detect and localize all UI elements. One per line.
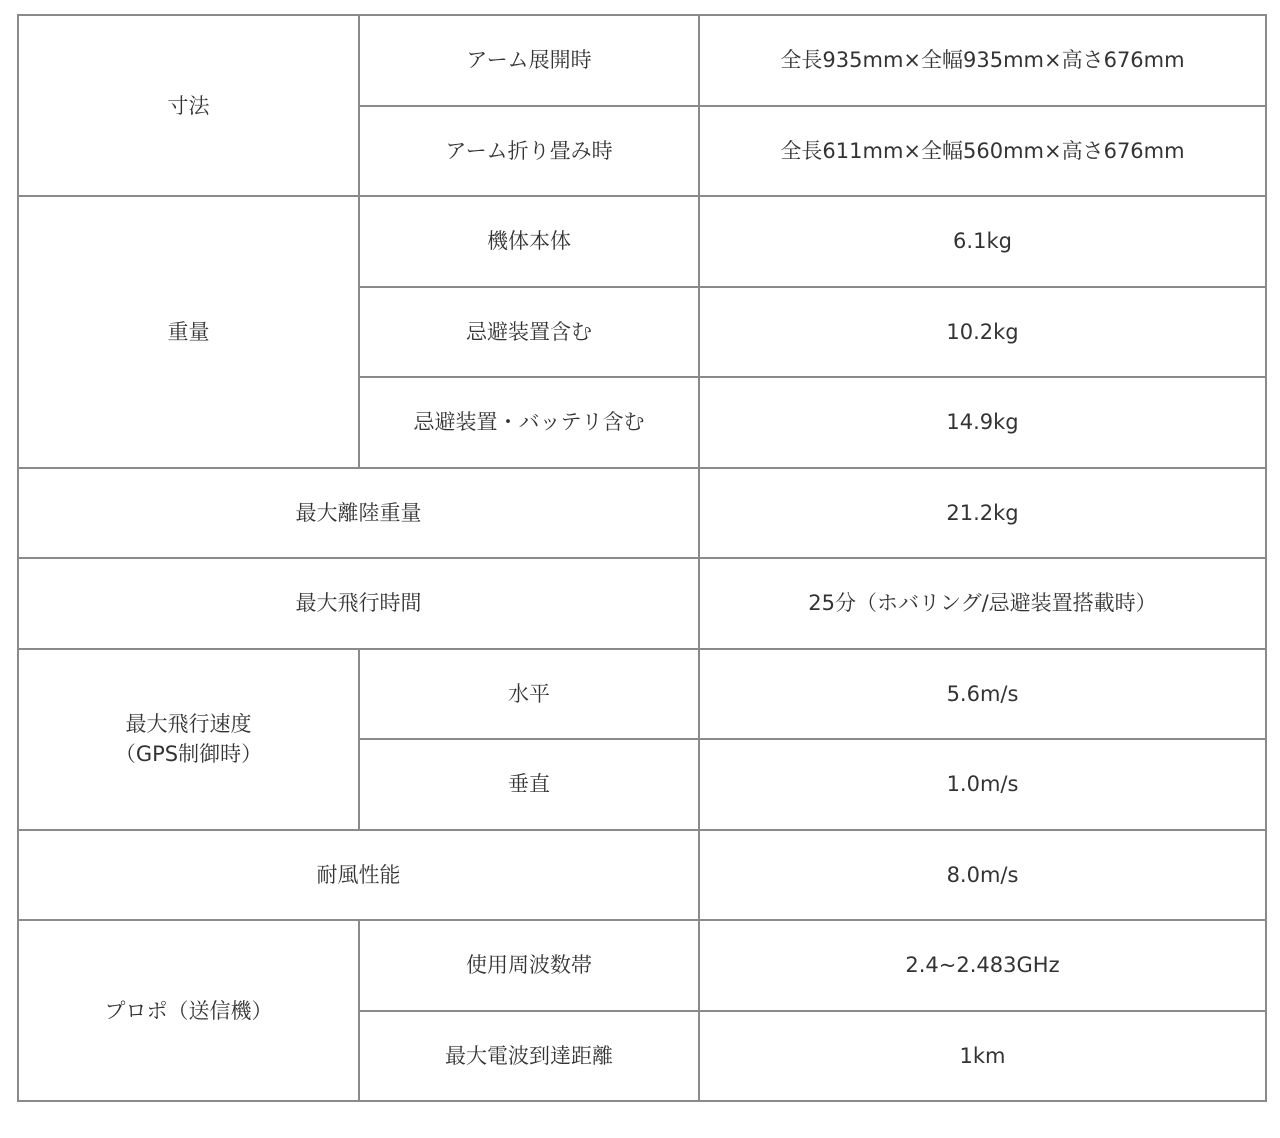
max-speed-label-line2: （GPS制御時） bbox=[114, 742, 263, 766]
max-flight-time-value: 25分（ホバリング/忌避装置搭載時） bbox=[699, 558, 1266, 649]
wind-resistance-label: 耐風性能 bbox=[18, 830, 699, 921]
max-takeoff-weight-value: 21.2kg bbox=[699, 468, 1266, 559]
weight-label: 重量 bbox=[18, 196, 359, 468]
wind-resistance-value: 8.0m/s bbox=[699, 830, 1266, 921]
arms-folded-value: 全長611mm×全幅560mm×高さ676mm bbox=[699, 106, 1266, 197]
spec-table bbox=[17, 14, 1267, 1102]
max-flight-time-label: 最大飛行時間 bbox=[18, 558, 699, 649]
arms-extended-value: 全長935mm×全幅935mm×高さ676mm bbox=[699, 15, 1266, 106]
dimensions-label: 寸法 bbox=[18, 15, 359, 196]
body-weight-label: 機体本体 bbox=[359, 196, 699, 287]
with-avoidance-battery-label: 忌避装置・バッテリ含む bbox=[359, 377, 699, 468]
max-range-label: 最大電波到達距離 bbox=[359, 1011, 699, 1102]
frequency-band-label: 使用周波数帯 bbox=[359, 920, 699, 1011]
with-avoidance-value: 10.2kg bbox=[699, 287, 1266, 378]
vertical-speed-value: 1.0m/s bbox=[699, 739, 1266, 830]
max-speed-label bbox=[18, 649, 359, 830]
table-row bbox=[18, 649, 1266, 740]
transmitter-label: プロポ（送信機） bbox=[18, 920, 359, 1101]
frequency-band-value: 2.4~2.483GHz bbox=[699, 920, 1266, 1011]
body-weight-value: 6.1kg bbox=[699, 196, 1266, 287]
table-row bbox=[18, 15, 1266, 106]
horizontal-speed-label: 水平 bbox=[359, 649, 699, 740]
arms-folded-label: アーム折り畳み時 bbox=[359, 106, 699, 197]
table-row bbox=[18, 468, 1266, 559]
table-row bbox=[18, 920, 1266, 1011]
vertical-speed-label: 垂直 bbox=[359, 739, 699, 830]
table-row bbox=[18, 558, 1266, 649]
with-avoidance-label: 忌避装置含む bbox=[359, 287, 699, 378]
horizontal-speed-value: 5.6m/s bbox=[699, 649, 1266, 740]
with-avoidance-battery-value: 14.9kg bbox=[699, 377, 1266, 468]
arms-extended-label: アーム展開時 bbox=[359, 15, 699, 106]
max-takeoff-weight-label: 最大離陸重量 bbox=[18, 468, 699, 559]
table-row bbox=[18, 830, 1266, 921]
max-range-value: 1km bbox=[699, 1011, 1266, 1102]
max-speed-label-line1: 最大飛行速度 bbox=[125, 712, 252, 736]
table-row bbox=[18, 196, 1266, 287]
